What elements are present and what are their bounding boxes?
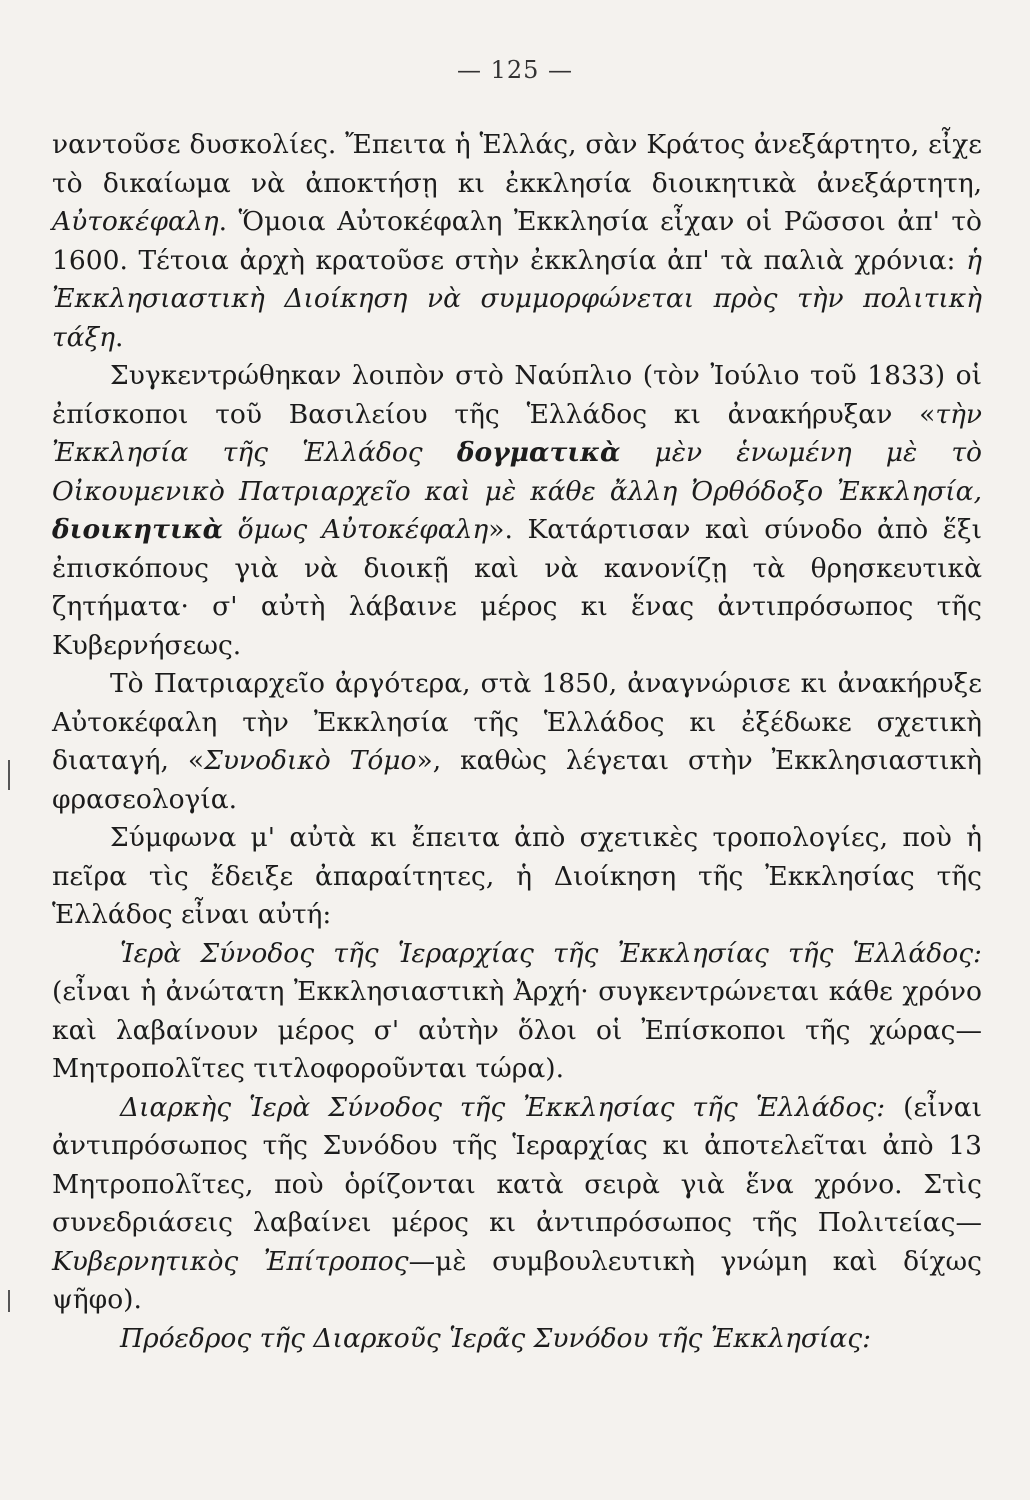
italic-phrase: ἡ Ἐκκλησιαστικὴ Διοίκηση νὰ συμμορφώνεται πρὸς τὴν πολιτικὴ τάξη bbox=[52, 244, 982, 353]
paragraph-1 bbox=[52, 126, 982, 357]
text-run: ναντοῦσε δυσκολίες. Ἔπειτα ἡ Ἑλλάς, σὰν Κράτος ἀνεξάρτητο, εἶχε τὸ δικαίωμα νὰ ἀποκτήσῃ κι ἐκκλησία διοικητικὰ ἀνεξάρτητη, bbox=[52, 129, 982, 199]
italic-term: Αὐτοκέφαλη bbox=[52, 206, 219, 237]
margin-mark bbox=[8, 760, 10, 790]
text-run: Σύμφωνα μ' αὐτὰ κι ἔπειτα ἀπὸ σχετικὲς τροπολογίες, ποὺ ἡ πεῖρα τὶς ἔδειξε ἀπαραίτητες, ἡ Διοίκηση τῆς Ἐκκλησίας τῆς Ἑλλάδος εἶναι αὐτή: bbox=[52, 822, 982, 930]
italic-term: Συνοδικὸ Τόμο bbox=[204, 745, 417, 776]
italic-quote: ὅμως Αὐτοκέφαλη bbox=[223, 514, 489, 545]
paragraph-3 bbox=[52, 665, 982, 819]
text-run: ». Κατάρτισαν καὶ σύνοδο ἀπὸ ἕξι ἐπισκόπους γιὰ νὰ διοικῇ καὶ νὰ κανονίζῃ τὰ θρησκευτικὰ ζητήματα· σ' αὐτὴ λάβαινε μέρος κι ἕνας ἀντιπρόσωπος τῆς Κυβερνήσεως. bbox=[52, 514, 982, 661]
entry-permanent-synod bbox=[52, 1089, 982, 1320]
italic-quote: τὴν Ἐκκλησία τῆς Ἑλλάδος bbox=[52, 398, 982, 468]
italic-term: Κυβερνητικὸς Ἐπίτροπος bbox=[52, 1245, 409, 1277]
entry-heading: Ἱερὰ Σύνοδος τῆς Ἱεραρχίας τῆς Ἐκκλησίας τῆς Ἑλλάδος: bbox=[120, 937, 982, 969]
italic-quote: μὲν ἑνωμένη μὲ τὸ Οἰκουμενικὸ Πατριαρχεῖο καὶ μὲ κάθε ἄλλη Ὀρθόδοξο Ἐκκλησία, bbox=[52, 437, 982, 507]
bold-term: δογματικὰ bbox=[456, 437, 621, 468]
text-run: . bbox=[115, 321, 124, 353]
entry-text: (εἶναι ἀντιπρόσωπος τῆς Συνόδου τῆς Ἱεραρχίας κι ἀποτελεῖται ἀπὸ 13 Μητροπολῖτες, ποὺ ὁρίζονται κατὰ σειρὰ γιὰ ἕνα χρόνο. Στὶς συνεδριάσεις λαβαίνει μέρος κι ἀντιπρόσωπος τῆς Πολιτείας— bbox=[52, 1091, 982, 1238]
paragraph-4 bbox=[52, 819, 982, 935]
bold-term: διοικητικὰ bbox=[52, 514, 224, 545]
entry-president bbox=[52, 1320, 982, 1359]
page-body bbox=[52, 126, 982, 1358]
entry-text: (εἶναι ἡ ἀνώτατη Ἐκκλησιαστικὴ Ἀρχή· συγκεντρώνεται κάθε χρόνο καὶ λαβαίνουν μέρος σ' αὐτὴν ὅλοι οἱ Ἐπίσκοποι τῆς χώρας—Μητροπολῖτες τιτλοφοροῦνται τώρα). bbox=[52, 976, 982, 1084]
page-number: — 125 — bbox=[456, 56, 574, 84]
entry-text: —μὲ συμβουλευτικὴ γνώμη καὶ δίχως ψῆφο). bbox=[52, 1245, 982, 1315]
text-run: Συγκεντρώθηκαν λοιπὸν στὸ Ναύπλιο (τὸν Ἰούλιο τοῦ 1833) οἱ ἐπίσκοποι τοῦ Βασιλείου τῆς Ἑλλάδος κι ἀνακήρυξαν « bbox=[52, 360, 982, 430]
entry-heading: Διαρκὴς Ἱερὰ Σύνοδος τῆς Ἐκκλησίας τῆς Ἑλλάδος: bbox=[120, 1091, 886, 1123]
entry-heading: Πρόεδρος τῆς Διαρκοῦς Ἱερᾶς Συνόδου τῆς Ἐκκλησίας: bbox=[120, 1322, 871, 1354]
entry-holy-synod bbox=[52, 935, 982, 1089]
text-run: », καθὼς λέγεται στὴν Ἐκκλησιαστικὴ φρασεολογία. bbox=[52, 745, 983, 815]
text-run: Τὸ Πατριαρχεῖο ἀργότερα, στὰ 1850, ἀναγνώρισε κι ἀνακήρυξε Αὐτοκέφαλη τὴν Ἐκκλησία τῆς Ἑλλάδος κι ἐξέδωκε σχετικὴ διαταγή, « bbox=[52, 668, 982, 776]
paragraph-2 bbox=[52, 357, 982, 665]
text-run: . Ὅμοια Αὐτοκέφαλη Ἐκκλησία εἶχαν οἱ Ρῶσσοι ἀπ' τὸ 1600. Τέτοια ἀρχὴ κρατοῦσε στὴν ἐκκλησία ἀπ' τὰ παλιὰ χρόνια: bbox=[52, 206, 982, 276]
margin-mark bbox=[8, 1290, 10, 1312]
